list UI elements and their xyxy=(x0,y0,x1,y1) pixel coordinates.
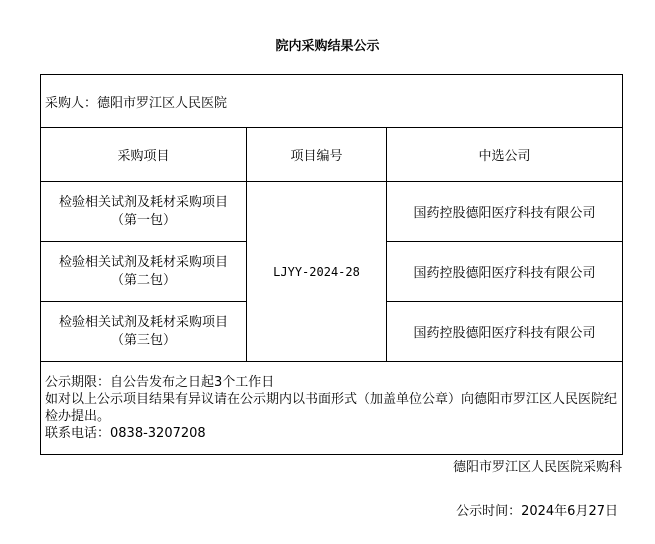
item-cell xyxy=(41,242,247,302)
table-row xyxy=(41,182,623,242)
notice-objection: 如对以上公示项目结果有异议请在公示期内以书面形式（加盖单位公章）向德阳市罗江区人民医院纪检办提出。 xyxy=(45,392,618,424)
item-cell xyxy=(41,302,247,362)
header-code: 项目编号 xyxy=(247,128,387,182)
issuer-department: 德阳市罗江区人民医院采购科 xyxy=(452,460,622,475)
project-code-cell: LJYY-2024-28 xyxy=(247,182,387,362)
item-cell xyxy=(41,182,247,242)
item-package: （第三包） xyxy=(110,332,176,348)
notice-period: 公示期限：自公告发布之日起3个工作日 xyxy=(45,375,275,390)
item-name: 检验相关试剂及耗材采购项目 xyxy=(58,254,228,270)
notice-cell xyxy=(41,362,623,455)
header-company: 中选公司 xyxy=(387,128,623,182)
item-name: 检验相关试剂及耗材采购项目 xyxy=(58,314,228,330)
company-cell: 国药控股德阳医疗科技有限公司 xyxy=(387,242,623,302)
page-title: 院内采购结果公示 xyxy=(275,39,380,54)
company-cell: 国药控股德阳医疗科技有限公司 xyxy=(387,182,623,242)
header-item: 采购项目 xyxy=(41,128,247,182)
buyer-cell: 采购人：德阳市罗江区人民医院 xyxy=(41,75,623,128)
header-row xyxy=(41,128,623,182)
notice-contact: 联系电话：0838-3207208 xyxy=(45,426,206,441)
buyer-row xyxy=(41,75,623,128)
company-cell: 国药控股德阳医疗科技有限公司 xyxy=(387,302,623,362)
publish-date: 公示时间：2024年6月27日 xyxy=(456,504,618,519)
item-package: （第二包） xyxy=(110,272,176,288)
notice-row xyxy=(41,362,623,455)
procurement-result-table xyxy=(40,74,623,455)
item-name: 检验相关试剂及耗材采购项目 xyxy=(58,194,228,210)
item-package: （第一包） xyxy=(110,212,176,228)
